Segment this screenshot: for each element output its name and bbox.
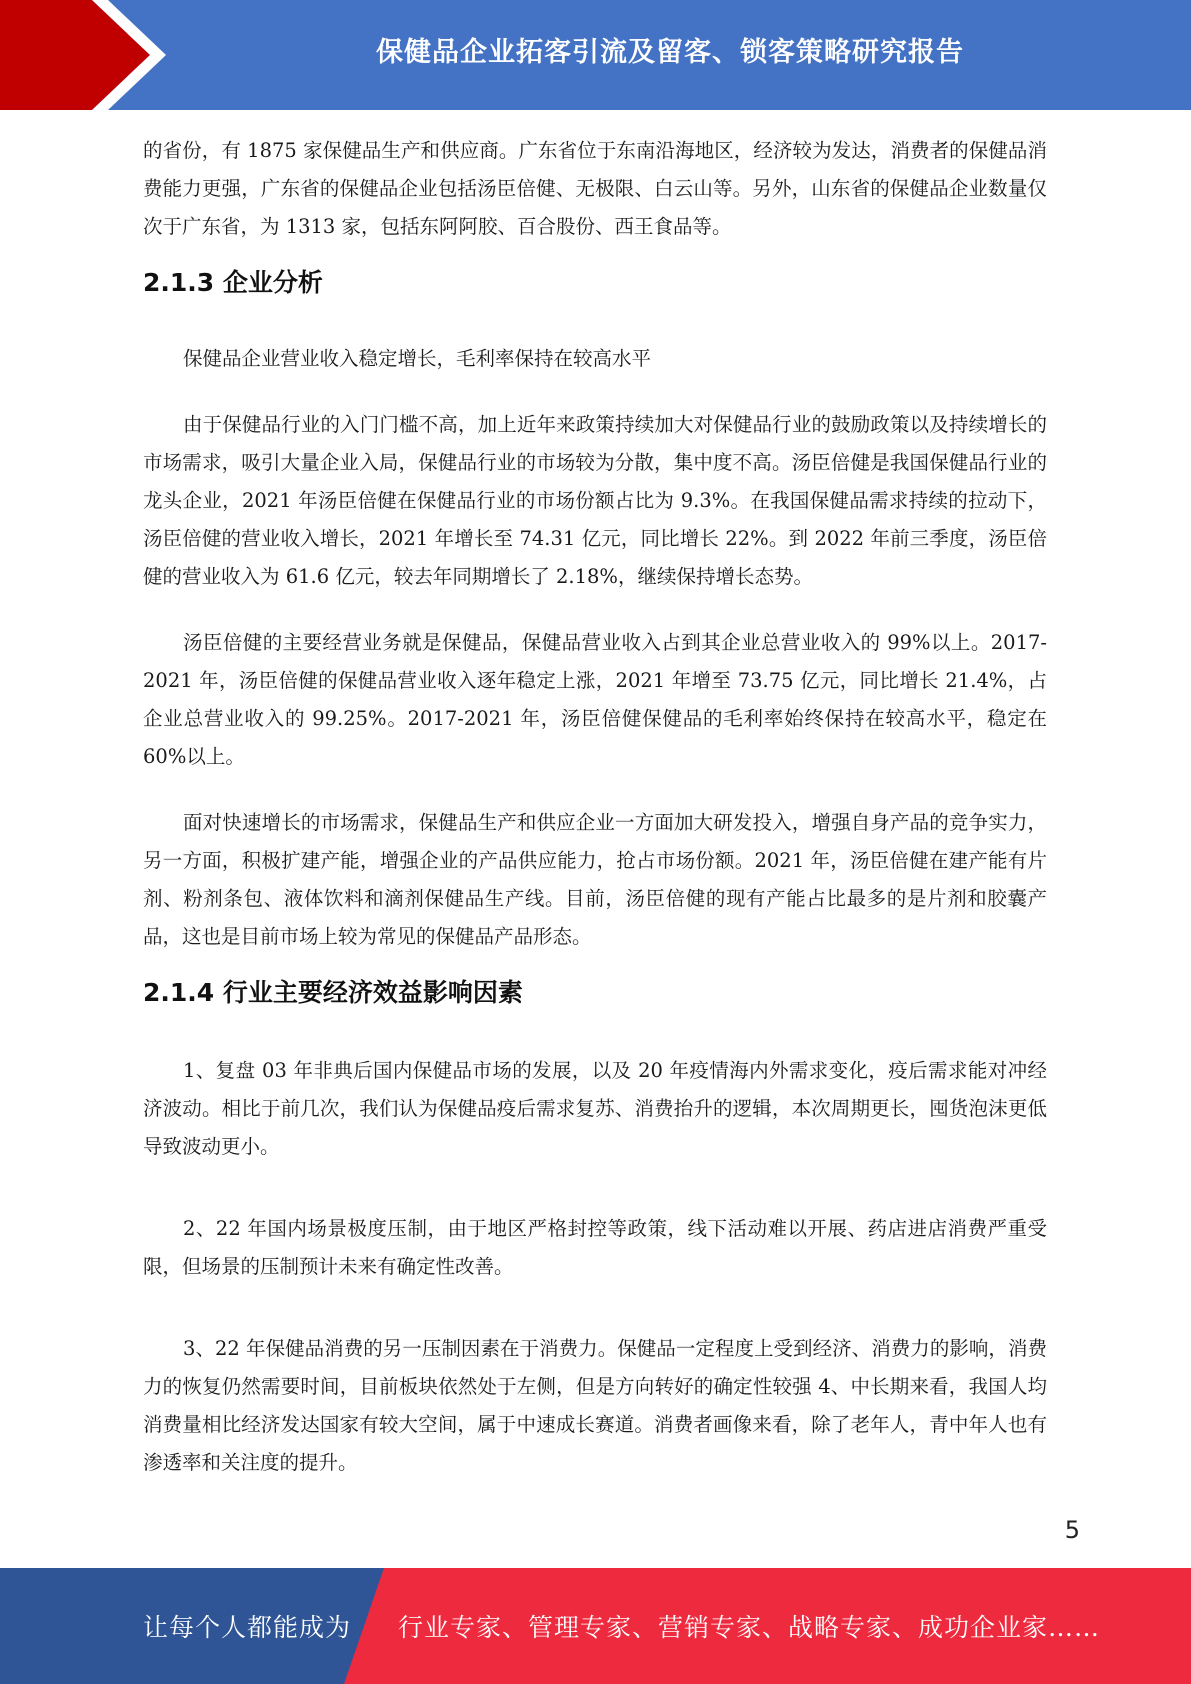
- paragraph-revenue: 汤臣倍健的主要经营业务就是保健品，保健品营业收入占到其企业总营业收入的 99%以上。2017-2021 年，汤臣倍健的保健品营业收入逐年稳定上涨，2021 年增至 73.75 亿元，同比增长 21.4%，占企业总营业收入的 99.25%。2017-2021 年，汤臣倍健保健品的毛利率始终保持在较高水平，稳定在 60%以上。: [143, 631, 1047, 768]
- paragraph-intro: 的省份，有 1875 家保健品生产和供应商。广东省位于东南沿海地区，经济较为发达，消费者的保健品消费能力更强，广东省的保健品企业包括汤臣倍健、无极限、白云山等。另外，山东省的保健品企业数量仅次于广东省，为 1313 家，包括东阿阿胶、百合股份、西王食品等。: [143, 139, 1047, 238]
- document-body: [143, 132, 1047, 1482]
- page-header: [0, 0, 1191, 110]
- paragraph-market-share: 由于保健品行业的入门门槛不高，加上近年来政策持续加大对保健品行业的鼓励政策以及持续增长的市场需求，吸引大量企业入局，保健品行业的市场较为分散，集中度不高。汤臣倍健是我国保健品行业的龙头企业，2021 年汤臣倍健在保健品行业的市场份额占比为 9.3%。在我国保健品需求持续的拉动下，汤臣倍健的营业收入增长，2021 年增长至 74.31 亿元，同比增长 22%。到 2022 年前三季度，汤臣倍健的营业收入为 61.6 亿元，较去年同期增长了 2.18%，继续保持增长态势。: [143, 413, 1047, 588]
- section-heading-2-1-3: 2.1.3 企业分析: [143, 268, 323, 297]
- paragraph-factor-3: 3、22 年保健品消费的另一压制因素在于消费力。保健品一定程度上受到经济、消费力的影响，消费力的恢复仍然需要时间，目前板块依然处于左侧，但是方向转好的确定性较强 4、中长期来看，我国人均消费量相比经济发达国家有较大空间，属于中速成长赛道。消费者画像来看，除了老年人，青中年人也有渗透率和关注度的提升。: [143, 1337, 1047, 1474]
- report-title: 保健品企业拓客引流及留客、锁客策略研究报告: [376, 36, 964, 68]
- paragraph-capacity: 面对快速增长的市场需求，保健品生产和供应企业一方面加大研发投入，增强自身产品的竞争实力，另一方面，积极扩建产能，增强企业的产品供应能力，抢占市场份额。2021 年，汤臣倍健在建产能有片剂、粉剂条包、液体饮料和滴剂保健品生产线。目前，汤臣倍健的现有产能占比最多的是片剂和胶囊产品，这也是目前市场上较为常见的保健品产品形态。: [143, 811, 1047, 948]
- paragraph-subtitle: 保健品企业营业收入稳定增长，毛利率保持在较高水平: [183, 347, 652, 370]
- paragraph-factor-2: 2、22 年国内场景极度压制，由于地区严格封控等政策，线下活动难以开展、药店进店消费严重受限，但场景的压制预计未来有确定性改善。: [143, 1217, 1047, 1278]
- footer-slogan-left: 让每个人都能成为: [143, 1613, 352, 1642]
- section-heading-2-1-4: 2.1.4 行业主要经济效益影响因素: [143, 978, 523, 1007]
- footer-slogan-right: 行业专家、管理专家、营销专家、战略专家、成功企业家……: [398, 1613, 1101, 1642]
- paragraph-factor-1: 1、复盘 03 年非典后国内保健品市场的发展，以及 20 年疫情海内外需求变化，疫后需求能对冲经济波动。相比于前几次，我们认为保健品疫后需求复苏、消费抬升的逻辑，本次周期更长，囤货泡沫更低导致波动更小。: [143, 1059, 1047, 1158]
- page-number: 5: [1064, 1516, 1080, 1544]
- page-footer: [0, 1568, 1191, 1684]
